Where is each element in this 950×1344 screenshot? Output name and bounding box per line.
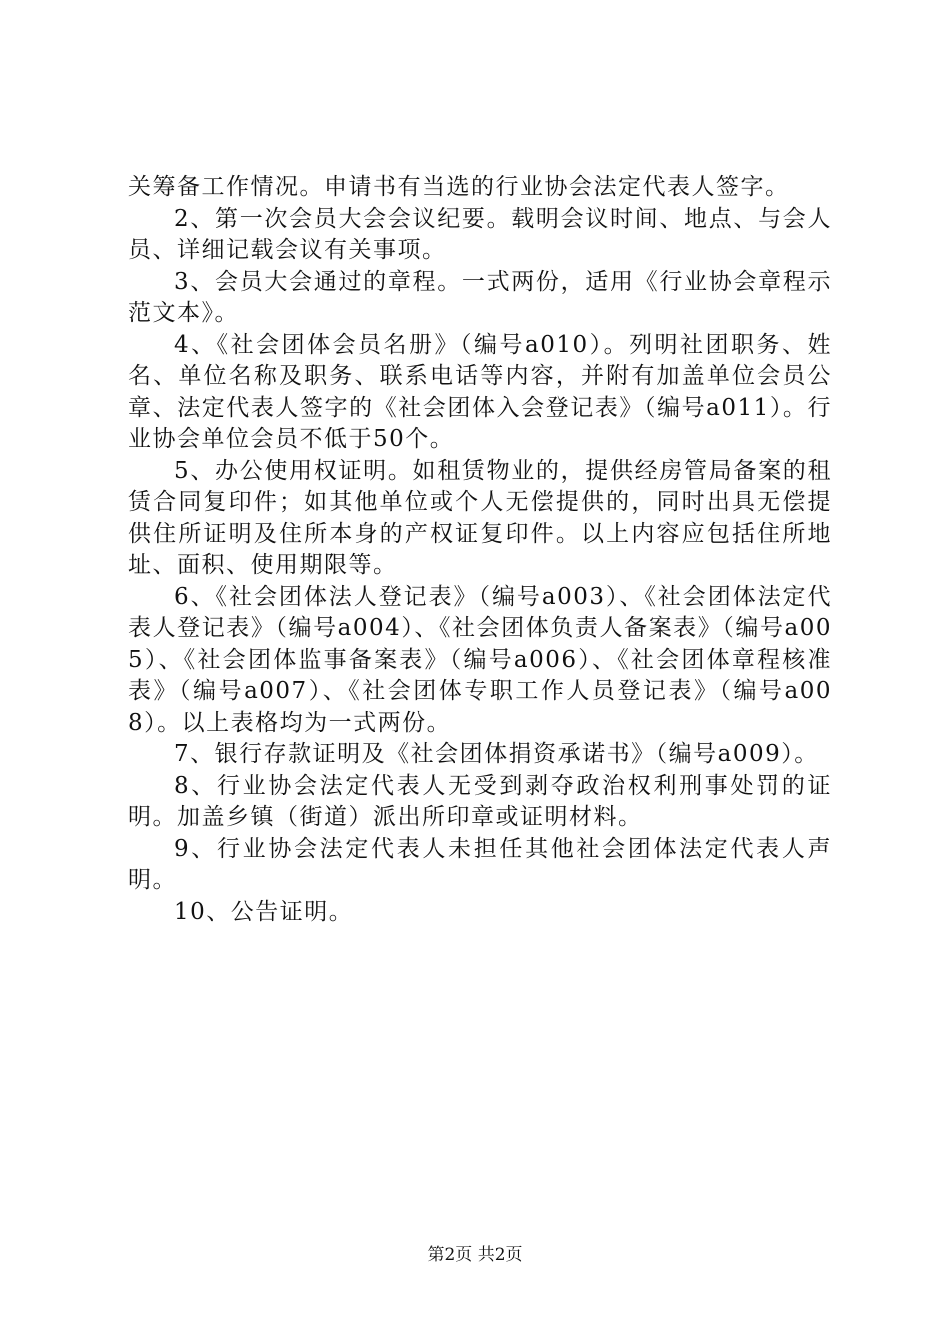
paragraph-continuation: 关筹备工作情况。申请书有当选的行业协会法定代表人签字。 <box>128 174 790 200</box>
paragraph-item-10: 10、公告证明。 <box>174 898 354 925</box>
page-number-footer: 第2页 共2页 <box>427 1245 523 1265</box>
paragraph-item-7: 7、银行存款证明及《社会团体捐资承诺书》（编号a009）。 <box>174 741 819 767</box>
paragraph-item-4: 4、《社会团体会员名册》（编号a010）。列明社团职务、姓名、单位名称及职务、联系电话等内容，并附有加盖单位会员公章、法定代表人签字的《社会团体入会登记表》（编号a011）。行业协会单位会员不低于50个。 <box>128 331 832 452</box>
paragraph-item-8: 8、行业协会法定代表人无受到剥夺政治权利刑事处罚的证明。加盖乡镇（街道）派出所印章或证明材料。 <box>128 772 832 830</box>
paragraph-item-6: 6、《社会团体法人登记表》（编号a003）、《社会团体法定代表人登记表》（编号a004）、《社会团体负责人备案表》（编号a005）、《社会团体监事备案表》（编号a006）、《社会团体章程核准表》（编号a007）、《社会团体专职工作人员登记表》（编号a008）。以上表格均为一式两份。 <box>128 583 832 736</box>
paragraph-item-5: 5、办公使用权证明。如租赁物业的，提供经房管局备案的租赁合同复印件；如其他单位或个人无偿提供的，同时出具无偿提供住所证明及住所本身的产权证复印件。以上内容应包括住所地址、面积、使用期限等。 <box>128 457 832 578</box>
paragraph-item-2: 2、第一次会员大会会议纪要。载明会议时间、地点、与会人员、详细记载会议有关事项。 <box>128 205 832 263</box>
paragraph-item-9: 9、行业协会法定代表人未担任其他社会团体法定代表人声明。 <box>128 835 832 893</box>
paragraph-item-3: 3、会员大会通过的章程。一式两份，适用《行业协会章程示范文本》。 <box>128 268 832 326</box>
document-body <box>128 172 832 928</box>
